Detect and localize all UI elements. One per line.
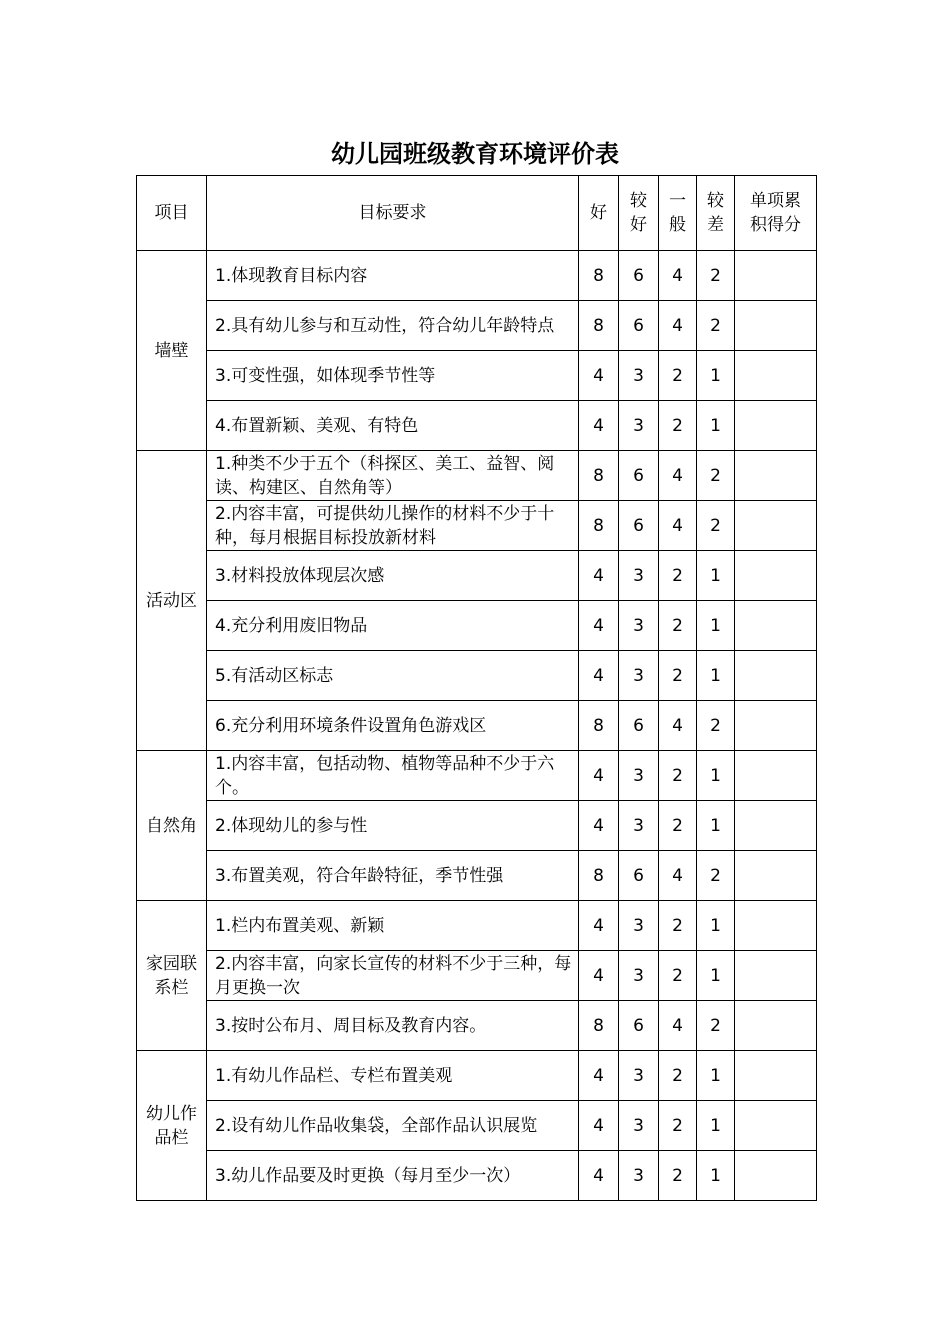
table-row bbox=[137, 401, 817, 451]
score-poor-cell: 1 bbox=[697, 801, 735, 851]
score-poor-cell: 2 bbox=[697, 1001, 735, 1051]
score-average-cell: 2 bbox=[659, 801, 697, 851]
score-poor-cell: 1 bbox=[697, 751, 735, 801]
score-fairly-good-cell: 3 bbox=[619, 651, 659, 701]
cumulative-score-cell[interactable] bbox=[735, 501, 817, 551]
table-row bbox=[137, 451, 817, 501]
header-requirement: 目标要求 bbox=[207, 176, 579, 251]
requirement-cell: 2.内容丰富，向家长宣传的材料不少于三种，每月更换一次 bbox=[207, 951, 579, 1001]
score-average-cell: 2 bbox=[659, 401, 697, 451]
score-poor-cell: 1 bbox=[697, 351, 735, 401]
score-fairly-good-cell: 6 bbox=[619, 451, 659, 501]
cumulative-score-cell[interactable] bbox=[735, 851, 817, 901]
score-average-cell: 2 bbox=[659, 1051, 697, 1101]
score-average-cell: 2 bbox=[659, 551, 697, 601]
score-fairly-good-cell: 3 bbox=[619, 1051, 659, 1101]
section-item-cell bbox=[137, 451, 207, 751]
cumulative-score-cell[interactable] bbox=[735, 701, 817, 751]
cumulative-score-cell[interactable] bbox=[735, 301, 817, 351]
score-average-cell: 4 bbox=[659, 1001, 697, 1051]
score-poor-cell: 1 bbox=[697, 901, 735, 951]
requirement-cell: 3.按时公布月、周目标及教育内容。 bbox=[207, 1001, 579, 1051]
score-poor-cell: 1 bbox=[697, 401, 735, 451]
header-row bbox=[137, 176, 817, 251]
table-row bbox=[137, 1101, 817, 1151]
requirement-cell: 4.布置新颖、美观、有特色 bbox=[207, 401, 579, 451]
score-good-cell: 4 bbox=[579, 901, 619, 951]
table-row bbox=[137, 651, 817, 701]
score-good-cell: 8 bbox=[579, 251, 619, 301]
score-poor-cell: 2 bbox=[697, 301, 735, 351]
score-good-cell: 4 bbox=[579, 1101, 619, 1151]
section-item-label: 墙壁 bbox=[154, 340, 189, 361]
table-row bbox=[137, 251, 817, 301]
score-fairly-good-cell: 3 bbox=[619, 801, 659, 851]
score-poor-cell: 1 bbox=[697, 1151, 735, 1201]
section-item-cell bbox=[137, 251, 207, 451]
score-good-cell: 4 bbox=[579, 651, 619, 701]
table-row bbox=[137, 701, 817, 751]
score-good-cell: 4 bbox=[579, 551, 619, 601]
score-poor-cell: 2 bbox=[697, 451, 735, 501]
cumulative-score-cell[interactable] bbox=[735, 801, 817, 851]
section-item-label: 活动区 bbox=[146, 590, 197, 611]
table-body bbox=[137, 251, 817, 1201]
section-item-cell bbox=[137, 901, 207, 1051]
cumulative-score-cell[interactable] bbox=[735, 651, 817, 701]
evaluation-table bbox=[136, 175, 817, 1201]
page-title: 幼儿园班级教育环境评价表 bbox=[331, 139, 619, 168]
header-poor: 较 差 bbox=[697, 176, 735, 251]
table-row bbox=[137, 601, 817, 651]
table-row bbox=[137, 501, 817, 551]
requirement-cell: 2.具有幼儿参与和互动性，符合幼儿年龄特点 bbox=[207, 301, 579, 351]
cumulative-score-cell[interactable] bbox=[735, 901, 817, 951]
table-row bbox=[137, 351, 817, 401]
requirement-cell: 1.体现教育目标内容 bbox=[207, 251, 579, 301]
cumulative-score-cell[interactable] bbox=[735, 1051, 817, 1101]
score-poor-cell: 1 bbox=[697, 601, 735, 651]
score-average-cell: 2 bbox=[659, 1101, 697, 1151]
cumulative-score-cell[interactable] bbox=[735, 1151, 817, 1201]
requirement-cell: 3.材料投放体现层次感 bbox=[207, 551, 579, 601]
score-average-cell: 4 bbox=[659, 701, 697, 751]
score-average-cell: 2 bbox=[659, 951, 697, 1001]
table-row bbox=[137, 1051, 817, 1101]
section-item-label: 幼儿作品栏 bbox=[146, 1103, 197, 1148]
score-average-cell: 4 bbox=[659, 851, 697, 901]
score-poor-cell: 1 bbox=[697, 651, 735, 701]
score-good-cell: 4 bbox=[579, 1051, 619, 1101]
score-poor-cell: 1 bbox=[697, 1101, 735, 1151]
requirement-cell: 3.可变性强，如体现季节性等 bbox=[207, 351, 579, 401]
score-good-cell: 4 bbox=[579, 601, 619, 651]
score-poor-cell: 2 bbox=[697, 501, 735, 551]
table-row bbox=[137, 1001, 817, 1051]
cumulative-score-cell[interactable] bbox=[735, 951, 817, 1001]
score-average-cell: 4 bbox=[659, 451, 697, 501]
score-fairly-good-cell: 6 bbox=[619, 851, 659, 901]
score-average-cell: 4 bbox=[659, 301, 697, 351]
score-good-cell: 8 bbox=[579, 451, 619, 501]
requirement-cell: 1.栏内布置美观、新颖 bbox=[207, 901, 579, 951]
score-good-cell: 4 bbox=[579, 951, 619, 1001]
score-good-cell: 4 bbox=[579, 351, 619, 401]
section-item-cell bbox=[137, 751, 207, 901]
header-good: 好 bbox=[579, 176, 619, 251]
score-average-cell: 2 bbox=[659, 1151, 697, 1201]
section-item-cell bbox=[137, 1051, 207, 1201]
score-poor-cell: 1 bbox=[697, 551, 735, 601]
requirement-cell: 1.有幼儿作品栏、专栏布置美观 bbox=[207, 1051, 579, 1101]
section-item-label: 自然角 bbox=[146, 815, 197, 836]
score-average-cell: 2 bbox=[659, 601, 697, 651]
score-good-cell: 8 bbox=[579, 851, 619, 901]
score-fairly-good-cell: 6 bbox=[619, 501, 659, 551]
requirement-cell: 6.充分利用环境条件设置角色游戏区 bbox=[207, 701, 579, 751]
score-fairly-good-cell: 3 bbox=[619, 601, 659, 651]
requirement-cell: 3.布置美观，符合年龄特征，季节性强 bbox=[207, 851, 579, 901]
requirement-cell: 2.设有幼儿作品收集袋，全部作品认识展览 bbox=[207, 1101, 579, 1151]
score-good-cell: 8 bbox=[579, 501, 619, 551]
cumulative-score-cell[interactable] bbox=[735, 551, 817, 601]
score-fairly-good-cell: 3 bbox=[619, 1151, 659, 1201]
score-average-cell: 2 bbox=[659, 351, 697, 401]
score-fairly-good-cell: 3 bbox=[619, 551, 659, 601]
score-fairly-good-cell: 6 bbox=[619, 301, 659, 351]
score-good-cell: 4 bbox=[579, 1151, 619, 1201]
score-average-cell: 2 bbox=[659, 651, 697, 701]
header-score: 单项累 积得分 bbox=[735, 176, 817, 251]
cumulative-score-cell[interactable] bbox=[735, 1101, 817, 1151]
score-poor-cell: 1 bbox=[697, 951, 735, 1001]
score-poor-cell: 2 bbox=[697, 701, 735, 751]
score-fairly-good-cell: 3 bbox=[619, 401, 659, 451]
table-row bbox=[137, 551, 817, 601]
score-good-cell: 4 bbox=[579, 751, 619, 801]
cumulative-score-cell[interactable] bbox=[735, 601, 817, 651]
table-row bbox=[137, 751, 817, 801]
table-row bbox=[137, 951, 817, 1001]
requirement-cell: 3.幼儿作品要及时更换（每月至少一次） bbox=[207, 1151, 579, 1201]
score-average-cell: 4 bbox=[659, 501, 697, 551]
score-good-cell: 4 bbox=[579, 801, 619, 851]
score-average-cell: 2 bbox=[659, 751, 697, 801]
section-item-label: 家园联系栏 bbox=[146, 953, 197, 998]
score-average-cell: 2 bbox=[659, 901, 697, 951]
requirement-cell: 2.内容丰富，可提供幼儿操作的材料不少于十种，每月根据目标投放新材料 bbox=[207, 501, 579, 551]
score-good-cell: 8 bbox=[579, 301, 619, 351]
score-poor-cell: 2 bbox=[697, 851, 735, 901]
cumulative-score-cell[interactable] bbox=[735, 351, 817, 401]
cumulative-score-cell[interactable] bbox=[735, 401, 817, 451]
requirement-cell: 5.有活动区标志 bbox=[207, 651, 579, 701]
requirement-cell: 4.充分利用废旧物品 bbox=[207, 601, 579, 651]
score-fairly-good-cell: 6 bbox=[619, 1001, 659, 1051]
score-good-cell: 8 bbox=[579, 701, 619, 751]
cumulative-score-cell[interactable] bbox=[735, 1001, 817, 1051]
score-poor-cell: 2 bbox=[697, 251, 735, 301]
score-fairly-good-cell: 6 bbox=[619, 251, 659, 301]
score-good-cell: 8 bbox=[579, 1001, 619, 1051]
score-fairly-good-cell: 3 bbox=[619, 751, 659, 801]
table-row bbox=[137, 301, 817, 351]
cumulative-score-cell[interactable] bbox=[735, 451, 817, 501]
score-poor-cell: 1 bbox=[697, 1051, 735, 1101]
score-fairly-good-cell: 3 bbox=[619, 951, 659, 1001]
table-row bbox=[137, 851, 817, 901]
score-fairly-good-cell: 3 bbox=[619, 351, 659, 401]
table-row bbox=[137, 801, 817, 851]
table-row bbox=[137, 1151, 817, 1201]
score-average-cell: 4 bbox=[659, 251, 697, 301]
score-good-cell: 4 bbox=[579, 401, 619, 451]
requirement-cell: 2.体现幼儿的参与性 bbox=[207, 801, 579, 851]
cumulative-score-cell[interactable] bbox=[735, 751, 817, 801]
header-average: 一 般 bbox=[659, 176, 697, 251]
score-fairly-good-cell: 6 bbox=[619, 701, 659, 751]
score-fairly-good-cell: 3 bbox=[619, 901, 659, 951]
requirement-cell: 1.内容丰富，包括动物、植物等品种不少于六个。 bbox=[207, 751, 579, 801]
requirement-cell: 1.种类不少于五个（科探区、美工、益智、阅读、构建区、自然角等） bbox=[207, 451, 579, 501]
table-row bbox=[137, 901, 817, 951]
header-item: 项目 bbox=[137, 176, 207, 251]
cumulative-score-cell[interactable] bbox=[735, 251, 817, 301]
score-fairly-good-cell: 3 bbox=[619, 1101, 659, 1151]
header-fairly-good: 较 好 bbox=[619, 176, 659, 251]
